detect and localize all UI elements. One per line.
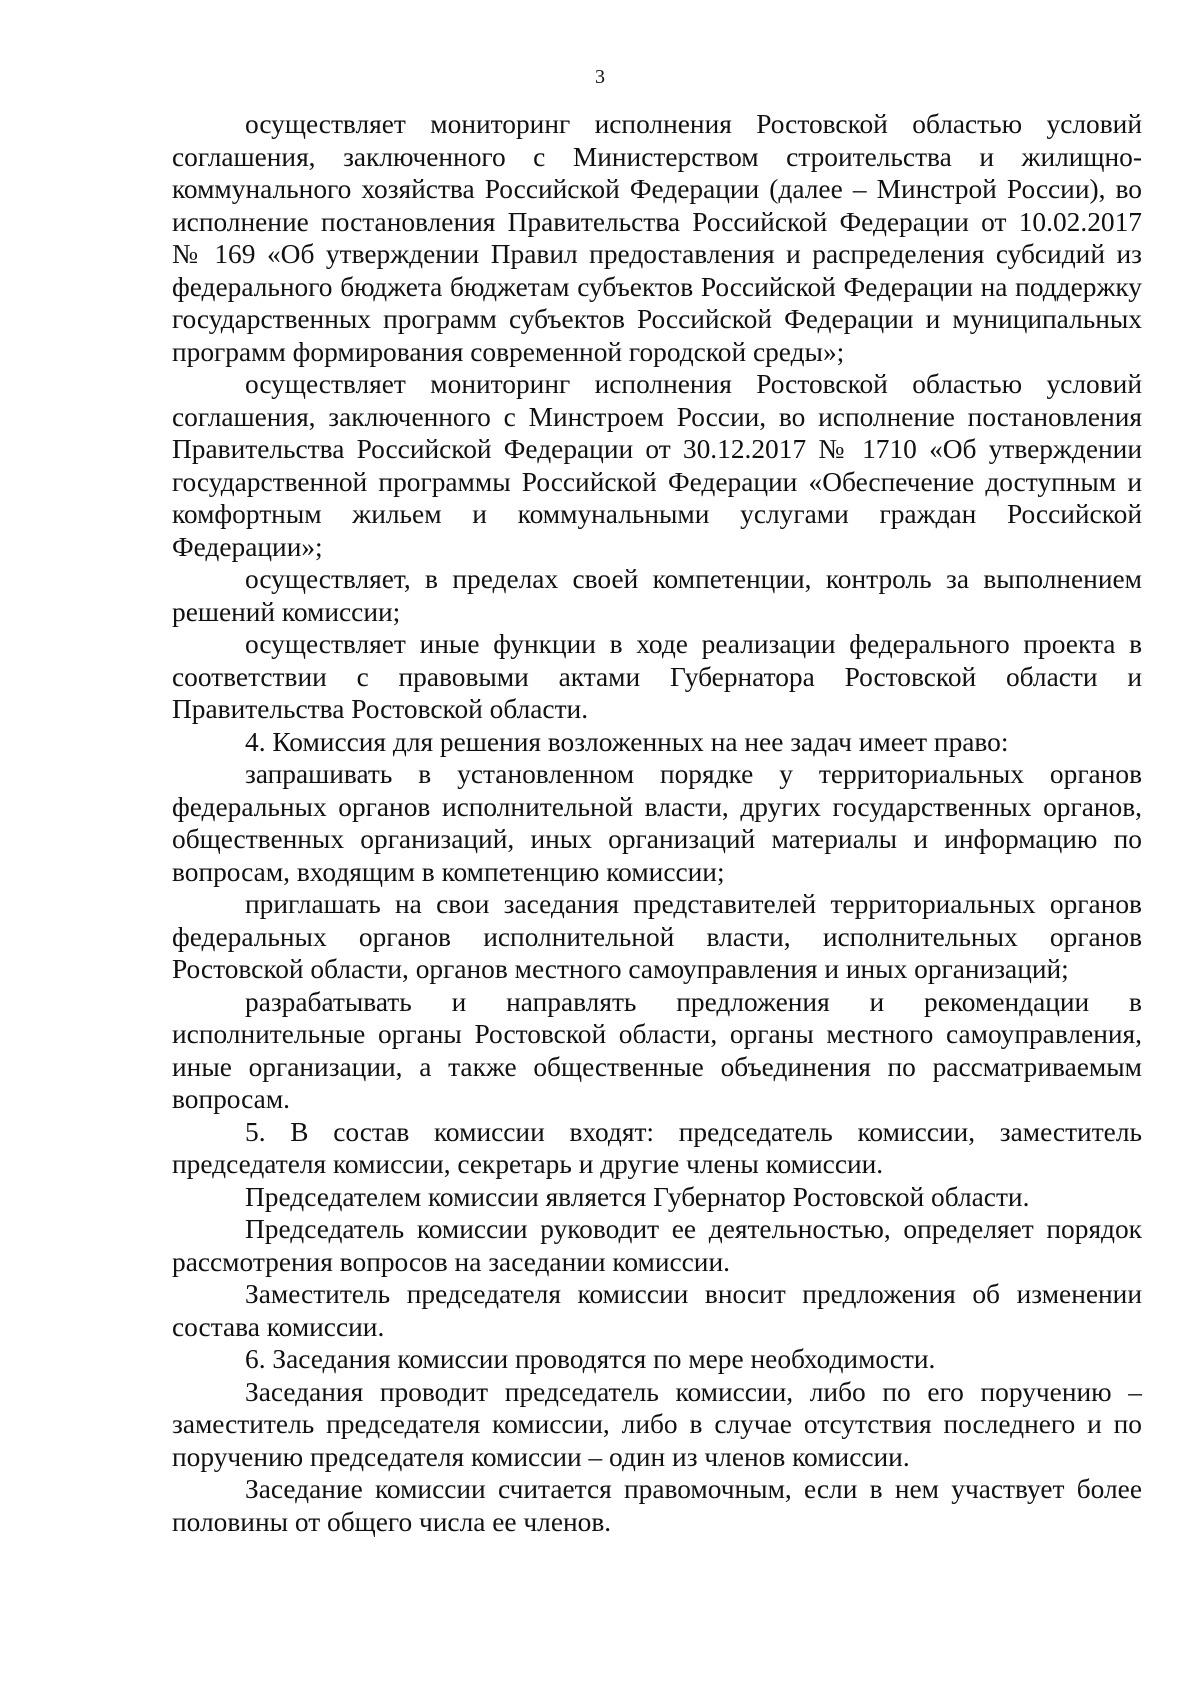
- paragraph: Председателем комиссии является Губернатор Ростовской области.: [245, 1181, 1030, 1212]
- paragraph: осуществляет мониторинг исполнения Ростовской областью условий соглашения, заключенного с Минстроем России, во исполнение постановления Правительства Российской Федерации от 30.12.2017 № 1710 «Об утверждении государственной программы Российской Федерации «Обеспечение доступным и комфортным жильем и коммунальными услугами граждан Российской Федерации»;: [172, 369, 1142, 562]
- paragraph: осуществляет иные функции в ходе реализации федерального проекта в соответствии с правовыми актами Губернатора Ростовской области и Правительства Ростовской области.: [172, 629, 1142, 724]
- paragraph: Заместитель председателя комиссии вносит предложения об изменении состава комиссии.: [172, 1279, 1142, 1342]
- paragraph: Председатель комиссии руководит ее деятельностью, определяет порядок рассмотрения вопросов на заседании комиссии.: [172, 1214, 1142, 1277]
- paragraph: разрабатывать и направлять предложения и рекомендации в исполнительные органы Ростовской области, органы местного самоуправления, иные организации, а также общественные объединения по рассматриваемым вопросам.: [172, 986, 1142, 1114]
- document-body: [172, 108, 1142, 1538]
- paragraph: осуществляет мониторинг исполнения Ростовской областью условий соглашения, заключенного с Министерством строительства и жилищно-коммунального хозяйства Российской Федерации (далее – Минстрой России), во исполнение постановления Правительства Российской Федерации от 10.02.2017 № 169 «Об утверждении Правил предоставления и распределения субсидий из федерального бюджета бюджетам субъектов Российской Федерации на поддержку государственных программ субъектов Российской Федерации и муниципальных программ формирования современной городской среды»;: [172, 109, 1142, 367]
- paragraph: Заседания проводит председатель комиссии, либо по его поручению – заместитель председателя комиссии, либо в случае отсутствия последнего и по поручению председателя комиссии – один из членов комиссии.: [172, 1376, 1142, 1472]
- paragraph: 4. Комиссия для решения возложенных на нее задач имеет право:: [245, 726, 1009, 757]
- paragraph: приглашать на свои заседания представителей территориальных органов федеральных органов исполнительной власти, исполнительных органов Ростовской области, органов местного самоуправления и иных организаций;: [172, 889, 1142, 984]
- paragraph: осуществляет, в пределах своей компетенции, контроль за выполнением решений комиссии;: [172, 564, 1142, 627]
- page-number: 3: [595, 66, 605, 88]
- paragraph: запрашивать в установленном порядке у территориальных органов федеральных органов исполнительной власти, других государственных органов, общественных организаций, иных организаций материалы и информацию по вопросам, входящим в компетенцию комиссии;: [172, 759, 1142, 887]
- paragraph: Заседание комиссии считается правомочным, если в нем участвует более половины от общего числа ее членов.: [172, 1474, 1142, 1537]
- paragraph: 5. В состав комиссии входят: председатель комиссии, заместитель председателя комиссии, секретарь и другие члены комиссии.: [172, 1116, 1142, 1179]
- paragraph: 6. Заседания комиссии проводятся по мере необходимости.: [245, 1344, 936, 1374]
